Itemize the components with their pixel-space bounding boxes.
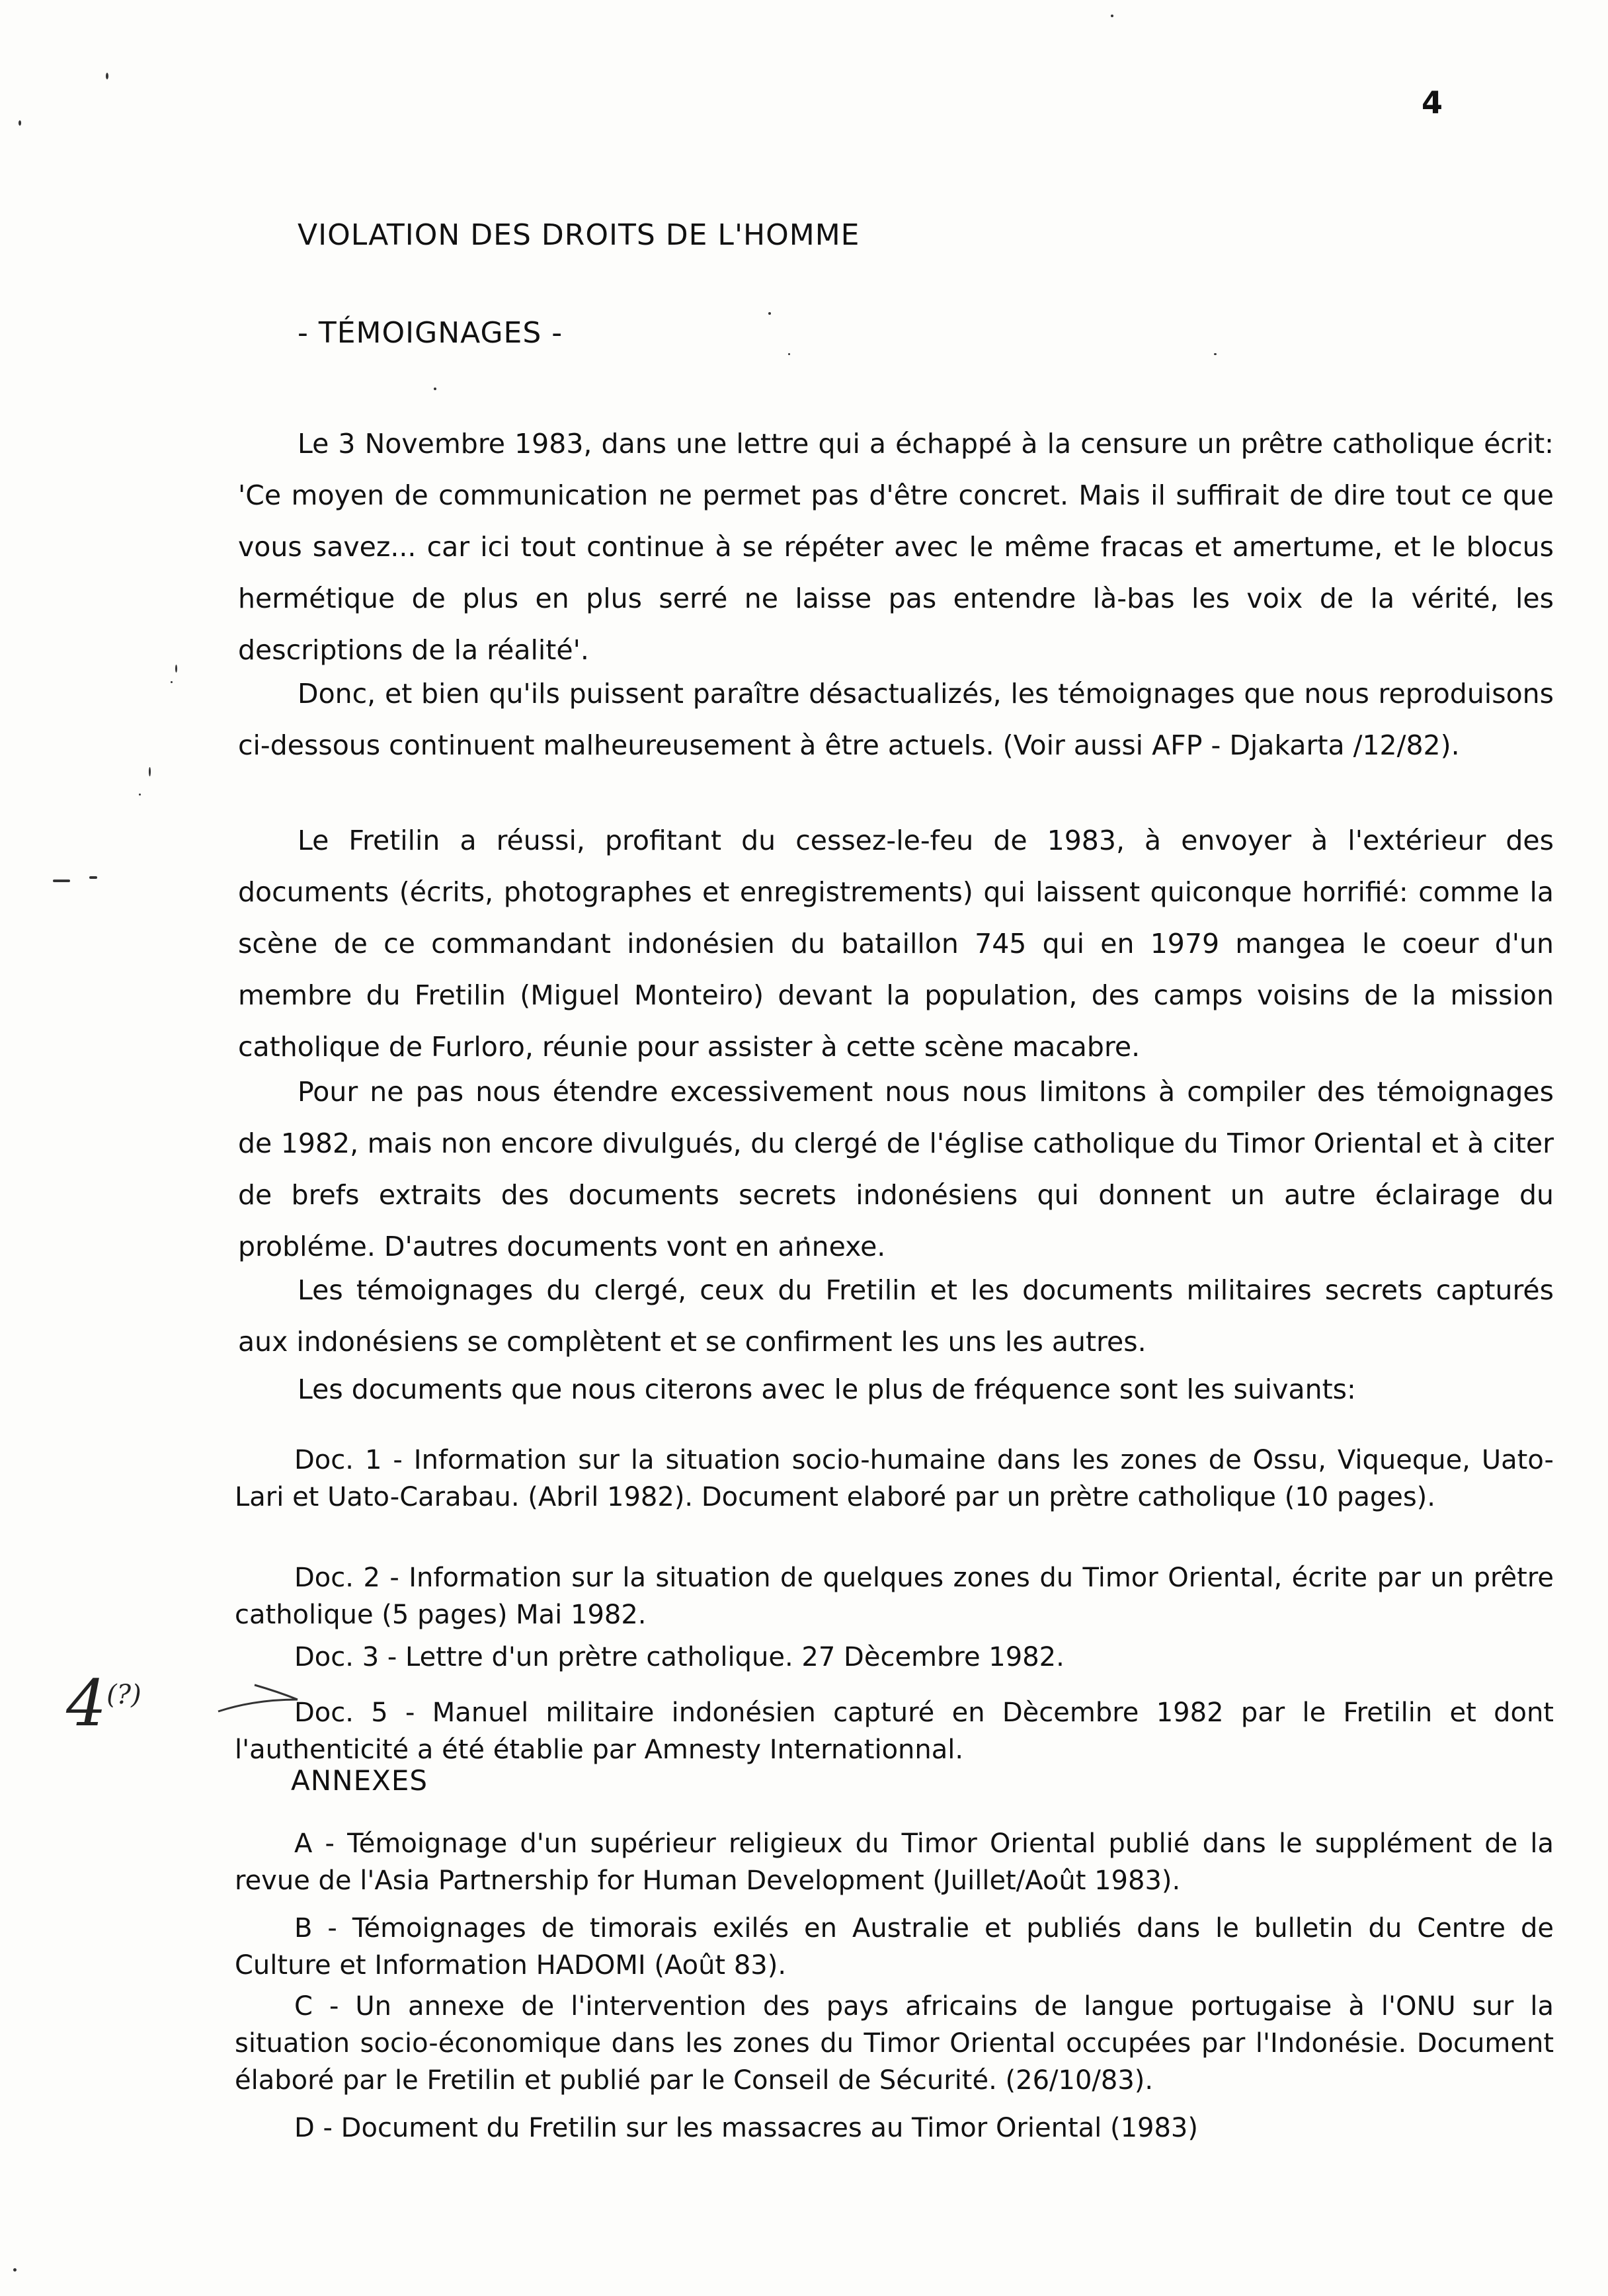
scan-speck [1214, 353, 1217, 355]
scan-speck [13, 2268, 17, 2272]
scan-speck [171, 681, 173, 683]
scan-speck [89, 876, 97, 879]
document-list-item: Doc. 1 - Information sur la situation socio-humaine dans les zones de Ossu, Viqueque, Uato-Lari et Uato-Carabau. (Abril 1982). Document elaboré par un prètre catholique (10 pages). [235, 1445, 1554, 1512]
scan-speck [149, 767, 151, 776]
paragraph: Les documents que nous citerons avec le plus de fréquence sont les suivants: [298, 1374, 1356, 1405]
scan-speck [139, 794, 141, 796]
paragraph: Le Fretilin a réussi, profitant du cessez-le-feu de 1983, à envoyer à l'extérieur des documents (écrits, photographes et enregistrements) qui laissent quiconque horrifié: comme la scène de ce commandant indonésien du bataillon 745 qui en 1979 mangea le coeur d'un membre du Fretilin (Miguel Monteiro) devant la population, des camps voisins de la mission catholique de Furloro, réunie pour assister à cette scène macabre. [238, 825, 1554, 1063]
scan-speck [19, 120, 21, 126]
document-list-item: Doc. 3 - Lettre d'un prètre catholique. 27 Dècembre 1982. [294, 1642, 1065, 1672]
document-list-item: Doc. 5 - Manuel militaire indonésien capturé en Dècembre 1982 par le Fretilin et dont l'authenticité a été établie par Amnesty Internationnal. [235, 1698, 1554, 1765]
annex-item: C - Un annexe de l'intervention des pays africains de langue portugaise à l'ONU sur la situation socio-économique dans les zones du Timor Oriental occupées par l'Indonésie. Document élaboré par le Fretilin et publié par le Conseil de Sécurité. (26/10/83). [235, 1991, 1554, 2096]
annex-item: B - Témoignages de timorais exilés en Australie et publiés dans le bulletin du Centre de Culture et Information HADOMI (Août 83). [235, 1913, 1554, 1981]
scan-speck [53, 880, 70, 882]
paragraph: Pour ne pas nous étendre excessivement nous nous limitons à compiler des témoignages de 1982, mais non encore divulgués, du clergé de l'église catholique du Timor Oriental et à citer de brefs extraits des documents secrets indonésiens qui donnent un autre éclairage du probléme. D'autres documents vont en annexe. [238, 1076, 1554, 1262]
page-subtitle: - TÉMOIGNAGES - [298, 316, 563, 350]
paragraph: Les témoignages du clergé, ceux du Fretilin et les documents militaires secrets capturés aux indonésiens se complètent et se confirment les uns les autres. [238, 1274, 1554, 1358]
scan-speck [106, 73, 108, 79]
document-list-item: Doc. 2 - Information sur la situation de quelques zones du Timor Oriental, écrite par un prêtre catholique (5 pages) Mai 1982. [235, 1563, 1554, 1630]
scan-speck [768, 312, 771, 315]
margin-note-superscript: (?) [106, 1680, 141, 1710]
scan-speck [788, 353, 790, 355]
margin-note-number: 4 [66, 1666, 107, 1741]
annex-item: A - Témoignage d'un supérieur religieux du Timor Oriental publié dans le supplément de la revue de l'Asia Partnership for Human Development (Juillet/Août 1983). [235, 1828, 1554, 1896]
paragraph: Le 3 Novembre 1983, dans une lettre qui a échappé à la censure un prêtre catholique écrit: 'Ce moyen de communication ne permet pas d'être concret. Mais il suffirait de dire tout ce que vous savez... car ici tout continue à se répéter avec le même fracas et amertume, et le blocus hermétique de plus en plus serré ne laisse pas entendre là-bas les voix de la vérité, les descriptions de la réalité'. [238, 428, 1554, 666]
page-number: 4 [1422, 85, 1443, 120]
scan-speck [175, 665, 177, 673]
handwritten-margin-note [66, 1666, 141, 1741]
scan-speck [434, 388, 436, 390]
page-title: VIOLATION DES DROITS DE L'HOMME [298, 218, 860, 252]
annexes-heading: ANNEXES [291, 1764, 428, 1797]
annex-item: D - Document du Fretilin sur les massacres au Timor Oriental (1983) [294, 2113, 1198, 2143]
paragraph: Donc, et bien qu'ils puissent paraître désactualizés, les témoignages que nous reproduisons ci-dessous continuent malheureusement à être actuels. (Voir aussi AFP - Djakarta /12/82). [238, 678, 1554, 761]
handwritten-arrow-icon [215, 1680, 301, 1719]
scan-speck [1111, 15, 1113, 17]
